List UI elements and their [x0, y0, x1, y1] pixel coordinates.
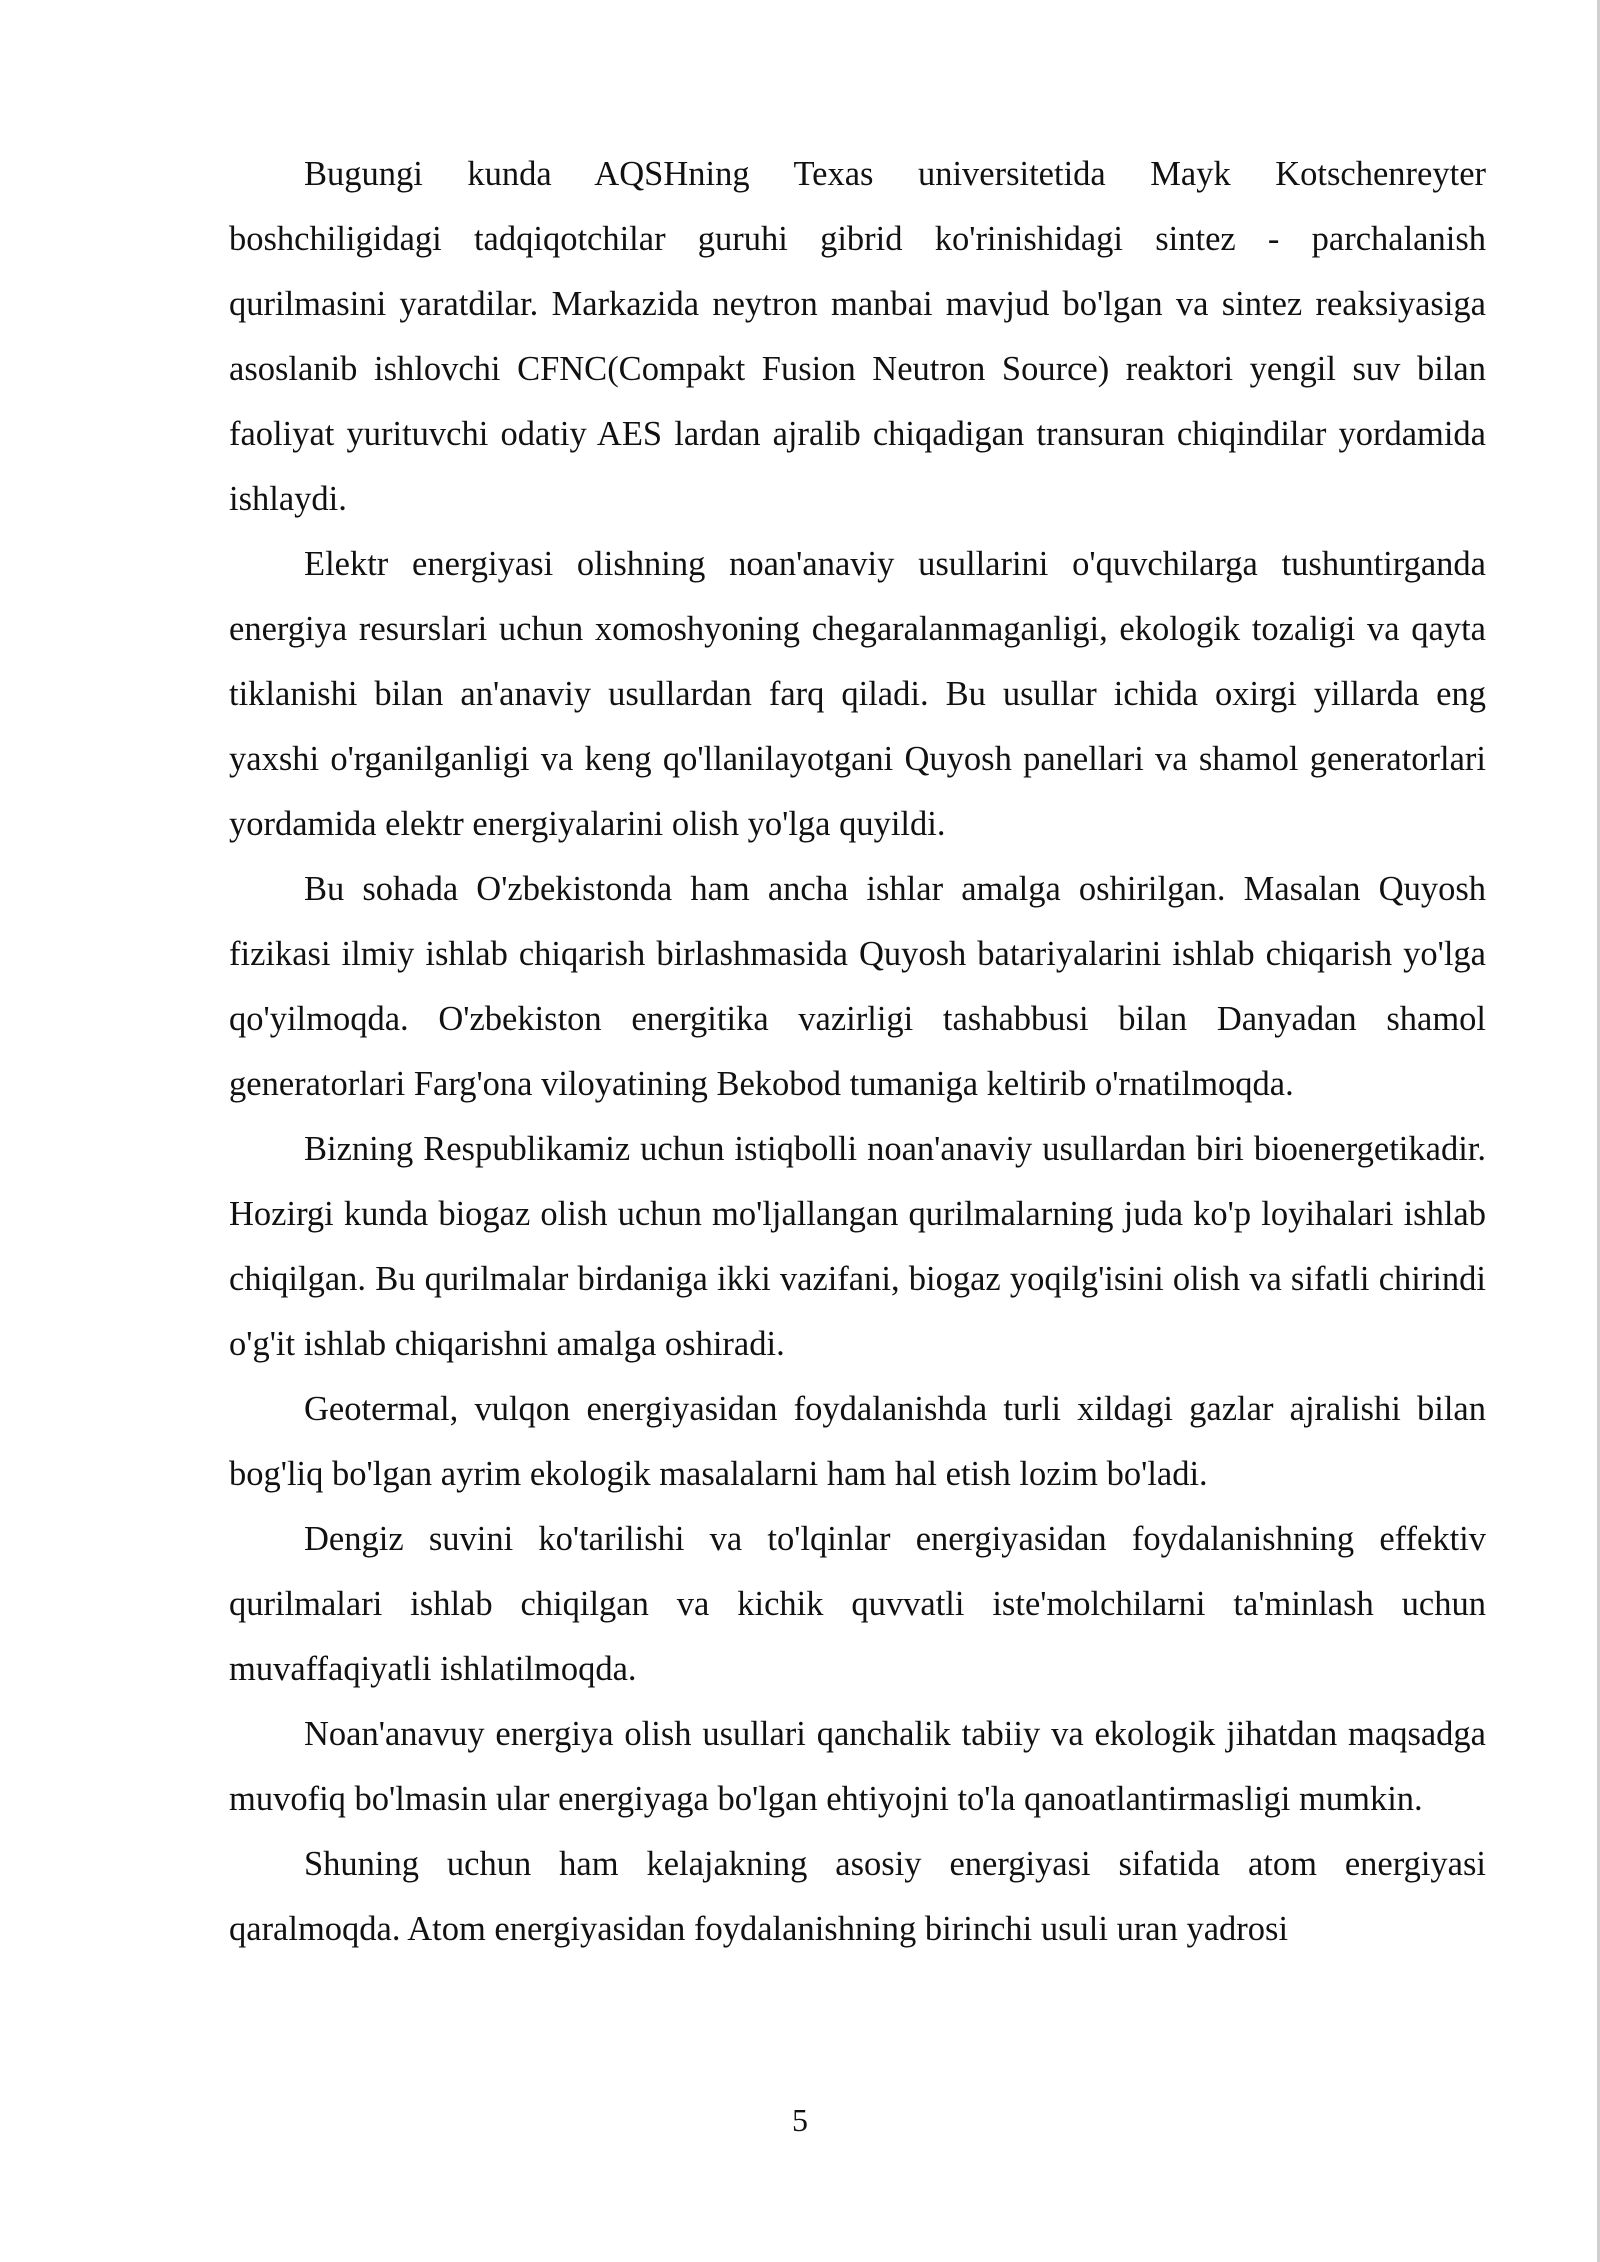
paragraph-3: Bu sohada O'zbekistonda ham ancha ishlar amalga oshirilgan. Masalan Quyosh fizikasi ilmiy ishlab chiqarish birlashmasida Quyosh batariyalarini ishlab chiqarish yo'lga qo'yilmoqda. O'zbekiston energitika vazirligi tashabbusi bilan Danyadan shamol generatorlari Farg'ona viloyatining Bekobod tumaniga keltirib o'rnatilmoqda. — [229, 870, 1486, 1103]
paragraph-1: Bugungi kunda AQSHning Texas universitetida Mayk Kotschenreyter boshchiligidagi tadqiqotchilar guruhi gibrid ko'rinishidagi sintez - parchalanish qurilmasini yaratdilar. Markazida neytron manbai mavjud bo'lgan va sintez reaksiyasiga asoslanib ishlovchi CFNC(Compakt Fusion Neutron Source) reaktori yengil suv bilan faoliyat yurituvchi odatiy AES lardan ajralib chiqadigan transuran chiqindilar yordamida ishlaydi. — [229, 155, 1486, 518]
paragraph-4: Bizning Respublikamiz uchun istiqbolli noan'anaviy usullardan biri bioenergetikadir. Hozirgi kunda biogaz olish uchun mo'ljallangan qurilmalarning juda ko'p loyihalari ishlab chiqilgan. Bu qurilmalar birdaniga ikki vazifani, biogaz yoqilg'isini olish va sifatli chirindi o'g'it ishlab chiqarishni amalga oshiradi. — [229, 1130, 1486, 1363]
paragraph-6: Dengiz suvini ko'tarilishi va to'lqinlar energiyasidan foydalanishning effektiv qurilmalari ishlab chiqilgan va kichik quvvatli iste'molchilarni ta'minlash uchun muvaffaqiyatli ishlatilmoqda. — [229, 1520, 1486, 1688]
paragraph-2: Elektr energiyasi olishning noan'anaviy usullarini o'quvchilarga tushuntirganda energiya resurslari uchun xomoshyoning chegaralanmaganligi, ekologik tozaligi va qayta tiklanishi bilan an'anaviy usullardan farq qiladi. Bu usullar ichida oxirgi yillarda eng yaxshi o'rganilganligi va keng qo'llanilayotgani Quyosh panellari va shamol generatorlari yordamida elektr energiyalarini olish yo'lga quyildi. — [229, 545, 1486, 843]
paragraph-5: Geotermal, vulqon energiyasidan foydalanishda turli xildagi gazlar ajralishi bilan bog'liq bo'lgan ayrim ekologik masalalarni ham hal etish lozim bo'ladi. — [229, 1390, 1486, 1493]
body-text — [229, 142, 1486, 1962]
paragraph-7: Noan'anavuy energiya olish usullari qanchalik tabiiy va ekologik jihatdan maqsadga muvofiq bo'lmasin ular energiyaga bo'lgan ehtiyojni to'la qanoatlantirmasligi mumkin. — [229, 1715, 1486, 1818]
page-number: 5 — [792, 2102, 808, 2138]
paragraph-8: Shuning uchun ham kelajakning asosiy energiyasi sifatida atom energiyasi qaralmoqda. Atom energiyasidan foydalanishning birinchi usuli uran yadrosi — [229, 1845, 1486, 1948]
